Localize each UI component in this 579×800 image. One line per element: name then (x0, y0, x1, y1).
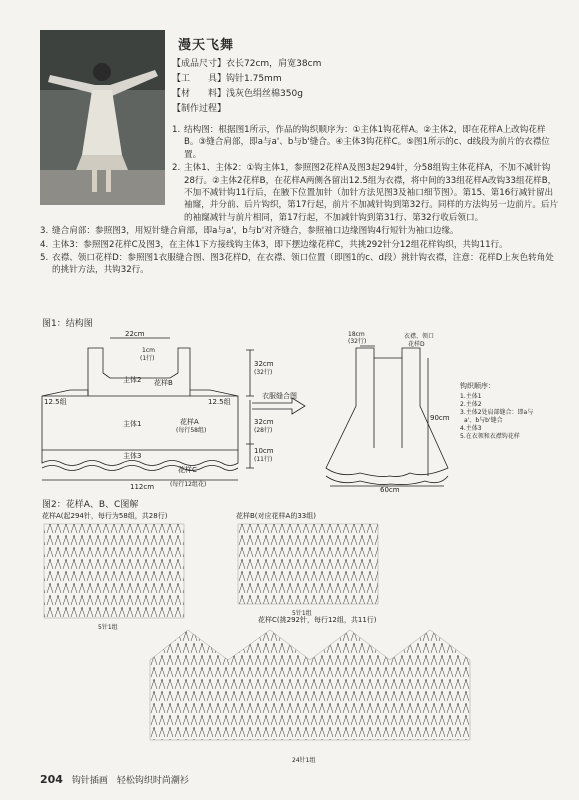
svg-text:90cm: 90cm (430, 414, 450, 422)
step-2: 2. 主体1、主体2：①钩主体1，参照图2花样A及图3起294针，分58组钩主体花样A，不加不减针钩28行。②主体2花样B，在花样A两侧各留出12.5组为衣襟，将中间的33组花样A改钩33组花样B，不加不减针钩11行后，在腋下位置加针（加针方法见图3及袖口细节图）。第15、第16行减针留出袖窿，并分前、后片钩织，第17行起，前片不加减针钩到第32行。同样的方法钩另一边前片。后片的袖窿减针与前片相同，第17行起，不加减针钩到第31行、第32行收后领口。 (172, 163, 559, 223)
svg-text:花样A(起294针，每行为58组，共28行): 花样A(起294针，每行为58组，共28行) (42, 512, 168, 520)
svg-text:1.主体1: 1.主体1 (460, 393, 482, 400)
svg-text:衣服缝合图: 衣服缝合图 (262, 392, 297, 400)
footer (40, 773, 189, 786)
fig2-caption: 图2：花样A、B、C图解 (42, 500, 139, 510)
svg-text:花样A: 花样A (180, 418, 199, 426)
spec-tool: 【工 具】钩针1.75mm (172, 74, 282, 84)
svg-text:花样C: 花样C (178, 466, 197, 474)
svg-text:花样B(对应花样A的33组): 花样B(对应花样A的33组) (236, 512, 316, 520)
svg-text:5针1组: 5针1组 (98, 624, 118, 631)
instructions (40, 124, 560, 278)
structure-diagram (30, 328, 560, 493)
step-4: 4. 主体3：参照图2花样C及图3，在主体1下方接线钩主体3，即下摆边缘花样C，共挑292针分12组花样钩织，共钩11行。 (40, 239, 508, 250)
svg-text:钩织顺序：: 钩织顺序： (460, 382, 495, 390)
svg-text:(1行): (1行) (140, 355, 155, 362)
svg-text:2.主体2: 2.主体2 (460, 401, 482, 408)
page-number: 204 (40, 773, 63, 786)
svg-text:60cm: 60cm (380, 486, 400, 493)
svg-text:1cm: 1cm (142, 347, 155, 354)
svg-text:32cm: 32cm (254, 360, 274, 368)
svg-text:(每行58组): (每行58组) (176, 427, 207, 434)
svg-text:主体3: 主体3 (123, 452, 142, 460)
svg-text:112cm: 112cm (130, 483, 155, 491)
svg-text:5.在衣领和衣襟钩花样: 5.在衣领和衣襟钩花样 (460, 433, 520, 440)
svg-text:4.主体3: 4.主体3 (460, 425, 482, 432)
spec-material: 【材 料】浅灰色绢丝棉350g (172, 89, 303, 99)
page-title: 漫天飞舞 (178, 38, 235, 53)
svg-text:花样C(挑292针，每行12组，共11行): 花样C(挑292针，每行12组，共11行) (258, 616, 377, 624)
svg-text:花样B: 花样B (154, 379, 173, 387)
svg-text:(11行): (11行) (254, 456, 273, 463)
svg-text:12.5组: 12.5组 (208, 398, 231, 406)
spec-process: 【制作过程】 (172, 104, 227, 114)
svg-text:衣襟、领口: 衣襟、领口 (404, 333, 435, 340)
svg-text:3.主体2处肩部缝合：即a与: 3.主体2处肩部缝合：即a与 (460, 409, 534, 416)
step-3: 3. 缝合肩部：参照图3，用短针缝合肩部，即a与a'，b与b'对齐缝合，参照袖口边缘图钩4行短针为袖口边缘。 (40, 226, 459, 237)
svg-text:24针1组: 24针1组 (292, 757, 316, 764)
svg-text:32cm: 32cm (254, 418, 274, 426)
svg-text:(32行): (32行) (254, 369, 273, 376)
svg-text:18cm: 18cm (348, 331, 365, 338)
svg-text:a'、b与b'缝合: a'、b与b'缝合 (464, 417, 503, 424)
step-1: 1. 结构图：根据图1所示，作品的钩织顺序为：①主体1钩花样A。②主体2，即在花样A上改钩花样B。③缝合肩部，即a与a'、b与b'缝合。④主体3钩花样C。⑤图1所示的c、d线段为前片的衣襟位置。 (172, 125, 550, 160)
svg-text:(32行): (32行) (348, 338, 367, 345)
svg-text:花样D: 花样D (408, 341, 425, 348)
stitch-charts (38, 510, 558, 770)
svg-text:主体1: 主体1 (123, 420, 142, 428)
svg-text:22cm: 22cm (125, 330, 145, 338)
svg-text:主体2: 主体2 (123, 376, 142, 384)
svg-text:(28行): (28行) (254, 427, 273, 434)
svg-text:10cm: 10cm (254, 447, 274, 455)
fig1-caption: 图1：结构图 (42, 319, 93, 329)
svg-text:(每行12组花): (每行12组花) (170, 481, 207, 488)
svg-text:5针1组: 5针1组 (292, 610, 312, 617)
svg-text:12.5组: 12.5组 (44, 398, 67, 406)
spec-size: 【成品尺寸】衣长72cm，肩宽38cm (172, 59, 322, 69)
book-title: 钩针插画 轻松钩织时尚潮衫 (71, 776, 189, 786)
step-5: 5. 衣襟、领口花样D：参照图1衣服缝合图、图3花样D，在衣襟、领口位置（即图1的c、d段）挑针钩衣襟，注意：花样D上灰色转角处的挑针方法，共钩32行。 (40, 253, 554, 276)
